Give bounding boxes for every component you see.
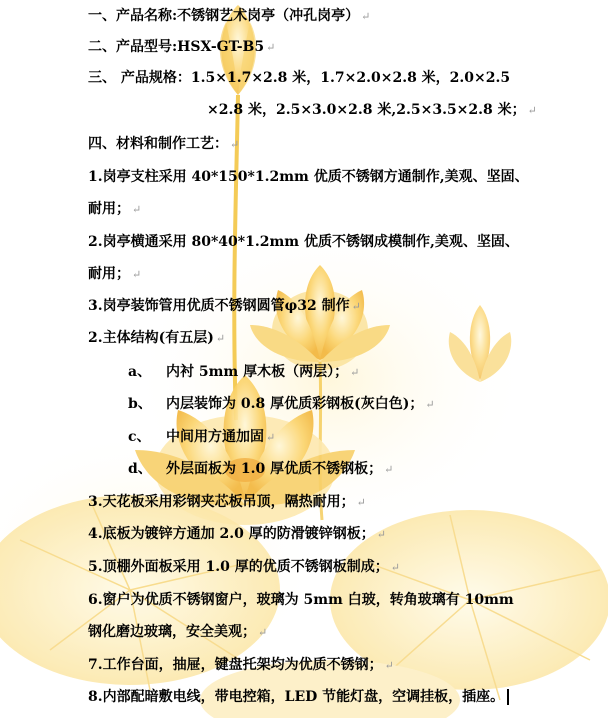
paragraph-mark-icon: ↵ [425,398,435,411]
heading-product-spec-continued: ×2.8 米，2.5×3.0×2.8 米,2.5×3.5×2.8 米； ↵ [207,102,537,118]
sub-item-a: a、 内衬 5mm 厚木板（两层）； ↵ [128,364,360,380]
paragraph-mark-icon: ↵ [384,659,394,672]
sub-item-d: d、 外层面板为 1.0 厚优质不锈钢板； ↵ [128,461,394,477]
paragraph-mark-icon: ↵ [361,10,371,23]
sub-item-b: b、 内层装饰为 0.8 厚优质彩钢板(灰白色)； ↵ [128,396,435,412]
heading-product-name: 一、产品名称:不锈钢艺术岗亭（冲孔岗亭） ↵ [88,8,371,24]
heading-product-spec: 三、 产品规格：1.5×1.7×2.8 米，1.7×2.0×2.8 米，2.0×2.5 [88,70,511,86]
list-item-6-window-continued: 钢化磨边玻璃，安全美观； ↵ [88,624,268,640]
list-item-2-beam-continued: 耐用； ↵ [88,266,142,282]
list-item-3-ceiling: 3.天花板采用彩钢夹芯板吊顶，隔热耐用； ↵ [88,494,366,510]
paragraph-mark-icon: ↵ [351,300,361,313]
heading-materials: 四、材料和制作工艺： ↵ [88,136,240,152]
paragraph-mark-icon: ↵ [132,203,142,216]
list-item-7-worktop: 7.工作台面，抽屉，键盘托架均为优质不锈钢； ↵ [88,657,394,673]
list-item-6-window: 6.窗户为优质不锈钢窗户，玻璃为 5mm 白玻，转角玻璃有 10mm [88,592,514,608]
paragraph-mark-icon: ↵ [527,104,537,117]
paragraph-mark-icon: ↵ [132,268,142,281]
list-item-8-electrical[interactable]: 8.内部配暗敷电线，带电控箱，LED 节能灯盘，空调挂板，插座。 [88,687,509,707]
list-item-2-beam: 2.岗亭横通采用 80*40*1.2mm 优质不锈钢成模制作,美观、坚固、 [88,234,519,250]
heading-product-model: 二、产品型号:HSX-GT-B5 ↵ [88,39,276,55]
paragraph-mark-icon: ↵ [390,561,400,574]
paragraph-mark-icon: ↵ [376,528,386,541]
paragraph-mark-icon: ↵ [258,626,268,639]
list-item-4-floor: 4.底板为镀锌方通加 2.0 厚的防滑镀锌钢板； ↵ [88,526,386,542]
paragraph-mark-icon: ↵ [215,332,226,345]
paragraph-mark-icon: ↵ [350,366,360,379]
paragraph-mark-icon: ↵ [356,496,366,509]
list-item-3-decor-tube: 3.岗亭装饰管用优质不锈钢圆管φ32 制作 ↵ [88,298,361,314]
paragraph-mark-icon: ↵ [384,463,394,476]
list-item-1-pillar-continued: 耐用； ↵ [88,201,142,217]
paragraph-mark-icon: ↵ [266,41,276,54]
list-item-1-pillar: 1.岗亭支柱采用 40*150*1.2mm 优质不锈钢方通制作,美观、坚固、 [88,169,529,185]
text-cursor [507,689,509,705]
list-item-5-roof: 5.顶棚外面板采用 1.0 厚的优质不锈钢板制成； ↵ [88,559,400,575]
paragraph-mark-icon: ↵ [230,138,240,151]
sub-item-c: c、 中间用方通加固 ↵ [128,429,276,445]
paragraph-mark-icon: ↵ [266,431,276,444]
list-item-main-structure: 2.主体结构(有五层) ↵ [88,330,226,346]
